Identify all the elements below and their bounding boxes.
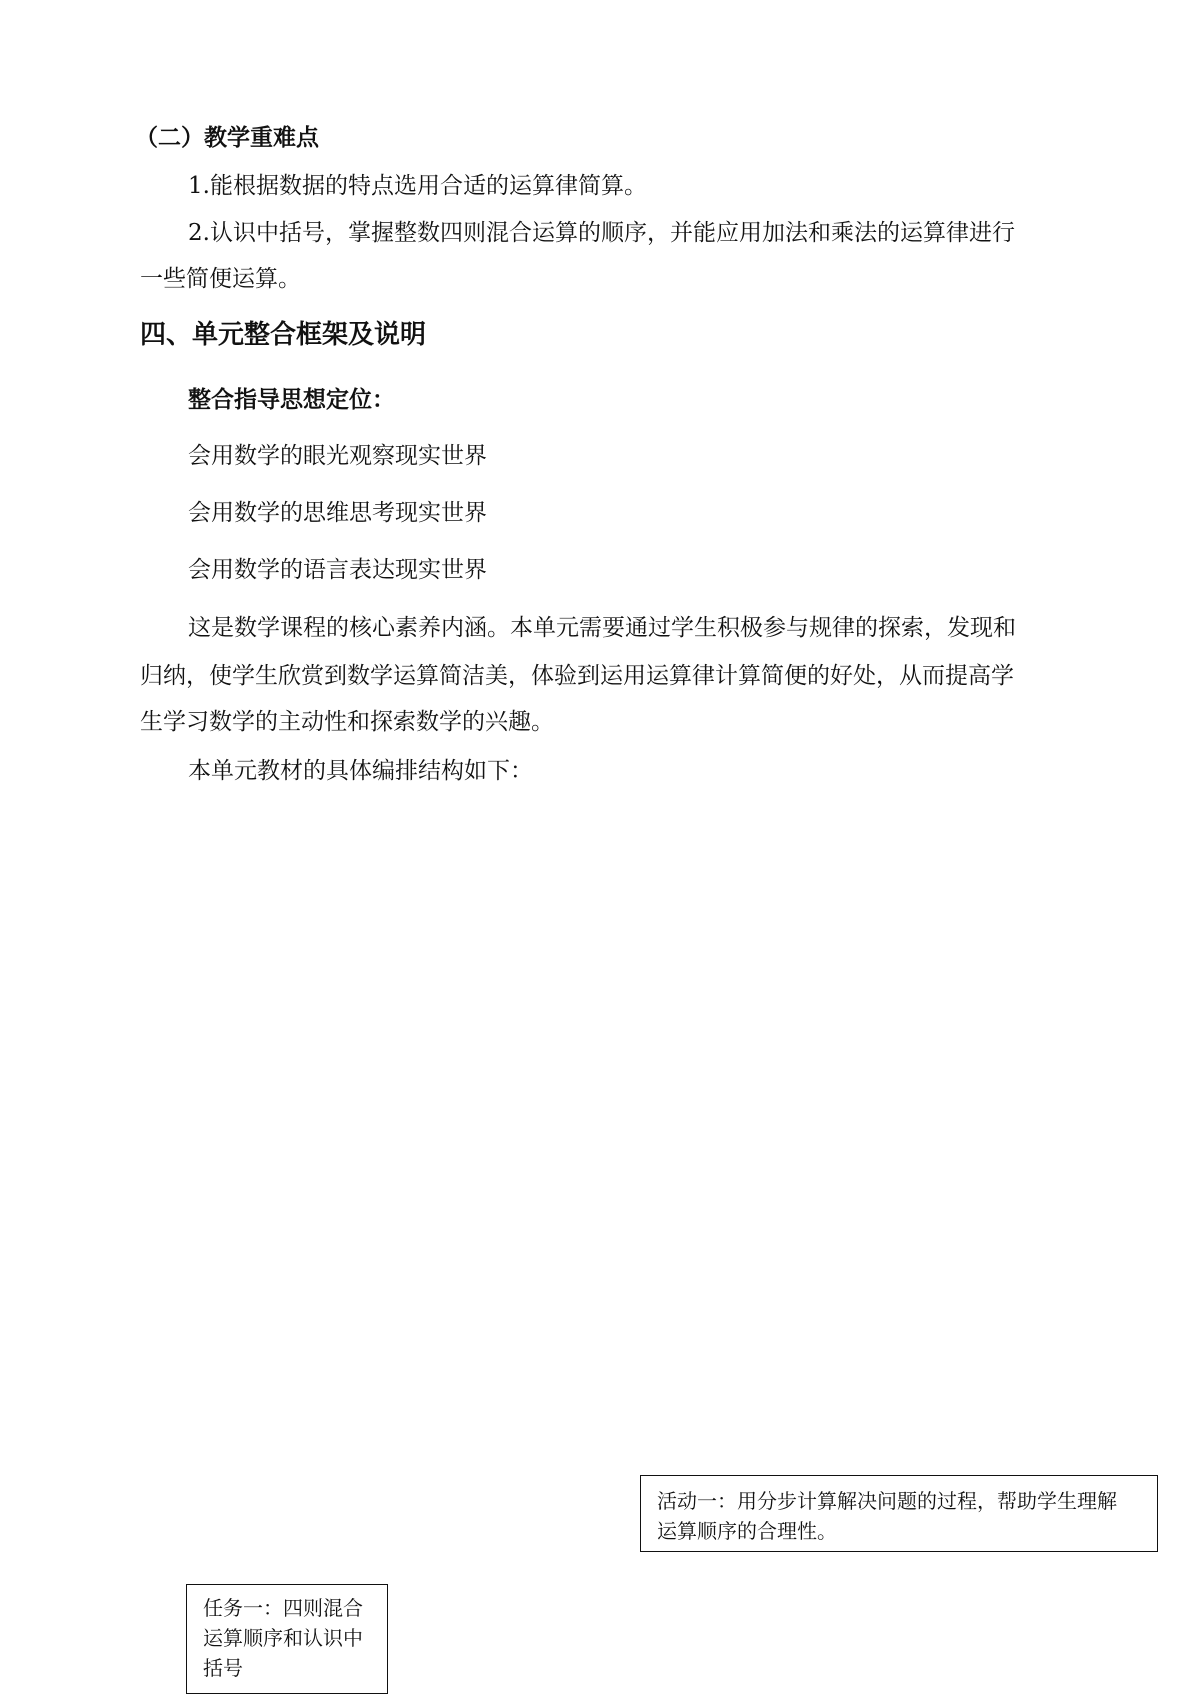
task-box-line-2: 运算顺序和认识中 <box>203 1626 363 1650</box>
core-line-express: 会用数学的语言表达现实世界 <box>188 557 487 583</box>
core-line-observe: 会用数学的眼光观察现实世界 <box>188 443 487 469</box>
activity-box-line-1: 活动一：用分步计算解决问题的过程，帮助学生理解 <box>657 1489 1117 1513</box>
activity-box <box>640 1475 1158 1552</box>
task-box <box>186 1584 388 1694</box>
structure-intro: 本单元教材的具体编排结构如下： <box>188 758 533 784</box>
activity-box-line-2: 运算顺序的合理性。 <box>657 1519 837 1543</box>
section-4-heading: 四、单元整合框架及说明 <box>140 320 427 350</box>
section-2-heading: （二）教学重难点 <box>135 125 319 151</box>
task-box-line-1: 任务一：四则混合 <box>203 1596 363 1620</box>
paragraph-line-2: 归纳，使学生欣赏到数学运算简洁美，体验到运用运算律计算简便的好处，从而提高学 <box>140 663 1014 689</box>
difficulty-item-2-continued: 一些简便运算。 <box>140 266 301 292</box>
task-box-line-3: 括号 <box>203 1656 243 1680</box>
difficulty-item-1: 1.能根据数据的特点选用合适的运算律简算。 <box>188 173 647 199</box>
core-line-think: 会用数学的思维思考现实世界 <box>188 500 487 526</box>
paragraph-line-1: 这是数学课程的核心素养内涵。本单元需要通过学生积极参与规律的探索，发现和 <box>188 615 1016 641</box>
guiding-thought-label: 整合指导思想定位： <box>188 387 395 413</box>
difficulty-item-2: 2.认识中括号，掌握整数四则混合运算的顺序，并能应用加法和乘法的运算律进行 <box>188 220 1015 246</box>
paragraph-line-3: 生学习数学的主动性和探索数学的兴趣。 <box>140 709 554 735</box>
